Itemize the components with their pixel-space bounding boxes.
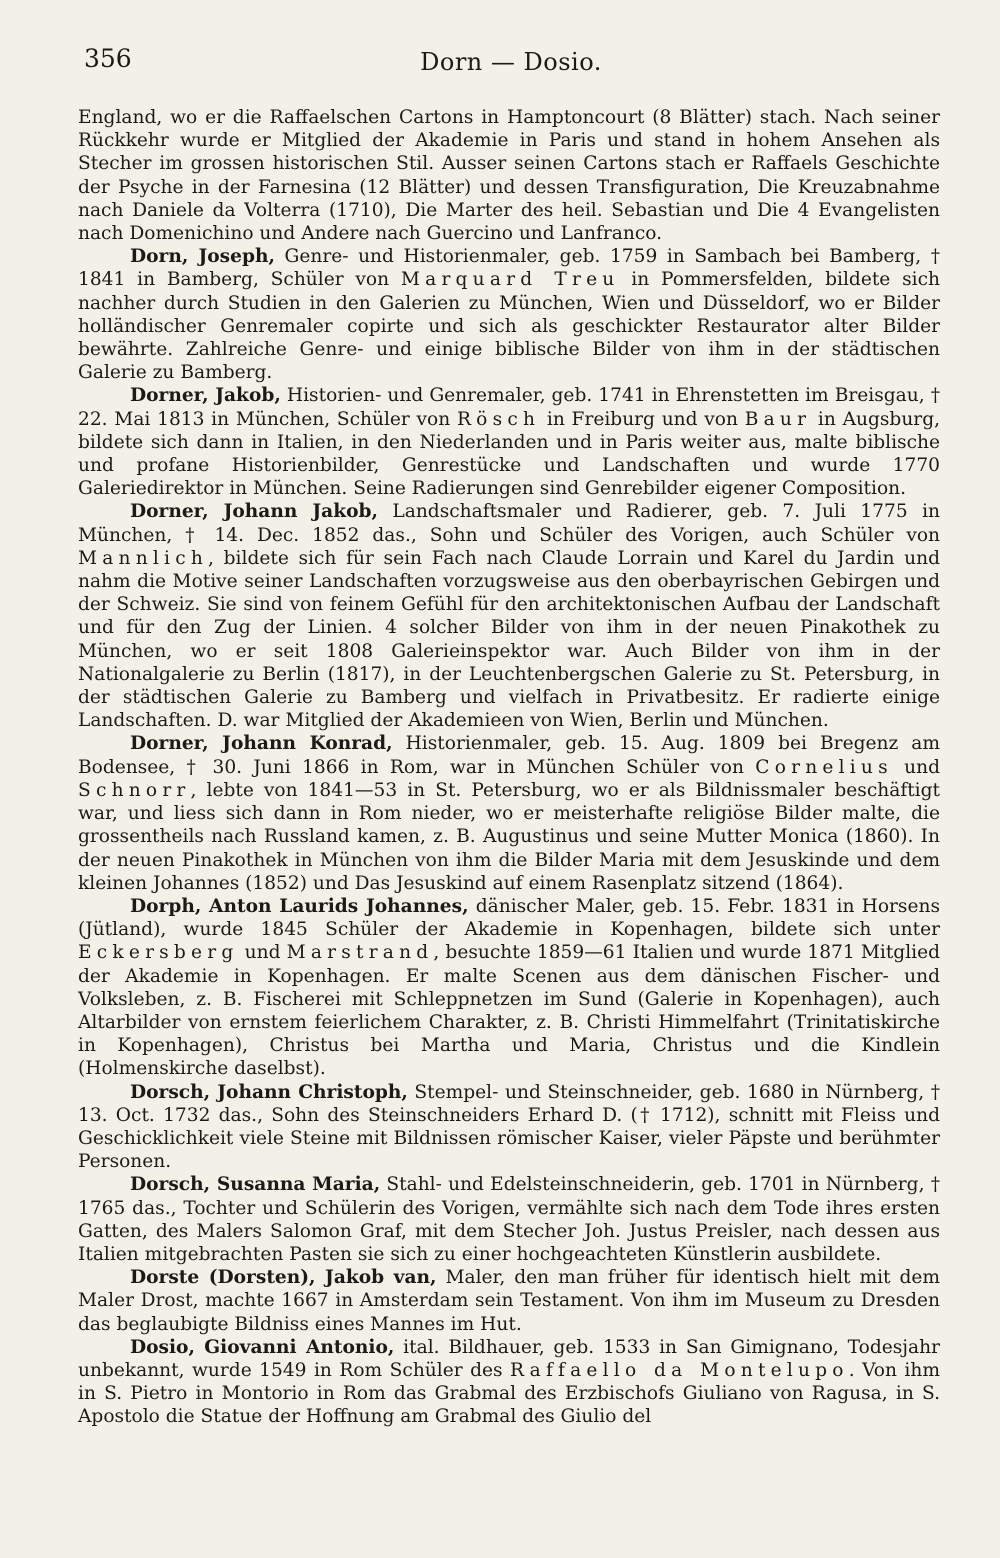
headword: Dorph, Anton Laurids Johannes, [130,895,469,917]
entry-text: Stempel- und Steinschneider, geb. 1680 in Nürnberg, † 13. Oct. 1732 das., Sohn des Steinschneiders Erhard D. († 1712), schnitt mit Fleiss und Geschicklichkeit viele Steine mit Bildnissen römischer Kaiser, vieler Päpste und berühmter Personen. [78,1081,940,1173]
page-number: 356 [84,44,132,73]
headword: Dorner, Johann Konrad, [130,733,393,755]
headword: Dorner, Jakob, [130,385,281,407]
entry-text: Stahl- und Edelsteinschneiderin, geb. 1701 in Nürnberg, † 1765 das., Tochter und Schülerin des Vorigen, vermählte sich nach dem Tode ihres ersten Gatten, des Malers Salomon Graf, mit dem Stecher Joh. Justus Preisler, nach dessen aus Italien mitgebrachten Pasten sie sich zu einer hochgeachteten Künstlerin ausbildete. [78,1174,940,1265]
spaced-name: Mannlich [78,547,209,569]
entry-text: Historienmaler, geb. 15. Aug. 1809 bei Bregenz am Bodensee, † 30. Juni 1866 in Rom, war in München Schüler von [78,733,940,778]
spaced-name: Marquard Treu [400,269,620,291]
entry-dorsch-johann-christoph [78,1081,940,1174]
page-header [84,44,938,78]
headword: Dosio, Giovanni Antonio, [130,1336,395,1358]
entry-dorste [78,1266,940,1336]
entry-text: , lebte von 1841—53 in St. Petersburg, wo er als Bildnissmaler beschäftigt war, und liess sich dann in Rom nieder, wo er meisterhafte religiöse Bilder malte, die grossentheils nach Russland kamen, z. B. Augustinus und seine Mutter Monica (1860). In der neuen Pinakothek in München von ihm die Bilder Maria mit dem Jesuskinde und dem kleinen Johannes (1852) und Das Jesuskind auf einem Rasenplatz sitzend (1864). [78,779,940,894]
headword: Dorn, Joseph, [130,246,275,268]
entry-dorsch-susanna-maria [78,1173,940,1266]
spaced-name: Rösch [456,408,541,430]
spaced-name: Eckersberg [78,942,239,964]
spaced-name: Marstrand [286,942,434,964]
entry-text: und [238,942,287,964]
spaced-name: Raffaello da Montelupo [510,1359,849,1381]
running-title: Dorn — Dosio. [420,48,602,76]
entry-text: Landschaftsmaler und Radierer, geb. 7. Juli 1775 in München, † 14. Dec. 1852 das., Sohn und Schüler des Vorigen, auch Schüler von [78,501,940,546]
entry-dorner-johann-konrad [78,732,940,894]
entry-text: dänischer Maler, geb. 15. Febr. 1831 in Horsens (Jütland), wurde 1845 Schüler der Akademie in Kopenhagen, bildete sich unter [78,895,940,941]
headword: Dorsch, Johann Christoph, [130,1081,408,1103]
spaced-name: Baur [744,408,812,430]
entry-dorph [78,895,940,1081]
entry-text: , bildete sich für sein Fach nach Claude Lorrain und Karel du Jardin und nahm die Motive seiner Landschaften vorzugsweise aus den oberbayrischen Gebirgen und der Schweiz. Sie sind von feinem Gefühl für den architektonischen Aufbau der Landschaft und für den Zug der Linien. 4 solcher Bilder von ihm in der neuen Pinakothek zu München, wo er seit 1808 Galerieinspektor war. Auch Bilder von ihm in der Nationalgalerie zu Berlin (1817), in der Leuchtenbergschen Galerie zu St. Petersburg, in der städtischen Galerie zu Bamberg und vielfach in Privatbesitz. Er radierte einige Landschaften. D. war Mitglied der Akademieen von Wien, Berlin und München. [78,547,940,732]
continuation-paragraph: England, wo er die Raffaelschen Cartons in Hamptoncourt (8 Blätter) stach. Nach seiner Rückkehr wurde er Mitglied der Akademie in Paris und stand in hohem Ansehen als Stecher im grossen historischen Stil. Ausser seinen Cartons stach er Raffaels Geschichte der Psyche in der Farnesina (12 Blätter) und dessen Transfiguration, Die Kreuzabnahme nach Daniele da Volterra (1710), Die Marter des heil. Sebastian und Die 4 Evangelisten nach Domenichino und Andere nach Guercino und Lanfranco. [78,107,940,245]
entry-text: in Freiburg und von [540,408,745,430]
headword: Dorner, Johann Jakob, [130,501,378,523]
entry-text: und [892,756,941,778]
entry-text: Historien- und Genremaler, geb. 1741 in Ehrenstetten im Breisgau, † 22. Mai 1813 in München, Schüler von [78,385,941,430]
spaced-name: Schnorr [78,779,191,801]
entry-text: in Augsburg, bildete sich dann in Italien, in den Niederlanden und in Paris weiter aus, malte biblische und profane Historienbilder, Genrestücke und Landschaften und wurde 1770 Galeriedirektor in München. Seine Radierungen sind Genrebilder eigener Composition. [78,408,941,500]
entry-text: in Pommersfelden, bildete sich nachher durch Studien in den Galerien zu München, Wien und Düsseldorf, wo er Bilder holländischer Genremaler copirte und sich als geschickter Restaurator alter Bilder bewährte. Zahlreiche Genre- und einige biblische Bilder von ihm in der städtischen Galerie zu Bamberg. [78,269,940,384]
spaced-name: Cornelius [755,756,893,778]
entry-text: , besuchte 1859—61 Italien und wurde 1871 Mitglied der Akademie in Kopenhagen. Er malte Scenen aus dem dänischen Fischer- und Volksleben, z. B. Fischerei mit Schleppnetzen im Sund (Galerie in Kopenhagen), auch Altarbilder von ernstem feierlichem Charakter, z. B. Christi Himmelfahrt (Trinitatiskirche in Kopenhagen), Christus bei Martha und Maria, Christus und die Kindlein (Holmenskirche daselbst). [78,942,940,1080]
entry-text: ital. Bildhauer, geb. 1533 in San Gimignano, Todesjahr unbekannt, wurde 1549 in Rom Schüler des [78,1336,940,1381]
entry-dorner-johann-jakob [78,500,940,732]
body-text [78,106,940,1429]
entry-text: Genre- und Historienmaler, geb. 1759 in Sambach bei Bamberg, † 1841 in Bamberg, Schüler von [78,246,940,291]
entry-text: Maler, den man früher für identisch hielt mit dem Maler Drost, machte 1667 in Amsterdam sein Testament. Von ihm im Museum zu Dresden das beglaubigte Bildniss eines Mannes im Hut. [78,1267,940,1335]
entry-dorn-joseph [78,245,940,384]
headword: Dorsch, Susanna Maria, [130,1174,381,1196]
entry-text: . Von ihm in S. Pietro in Montorio in Rom das Grabmal des Erzbischofs Giuliano von Ragusa, in S. Apostolo die Statue der Hoffnung am Grabmal des Giulio del [78,1359,940,1428]
entry-dorner-jakob [78,384,940,500]
headword: Dorste (Dorsten), Jakob van, [130,1267,437,1289]
entry-dosio [78,1336,940,1429]
